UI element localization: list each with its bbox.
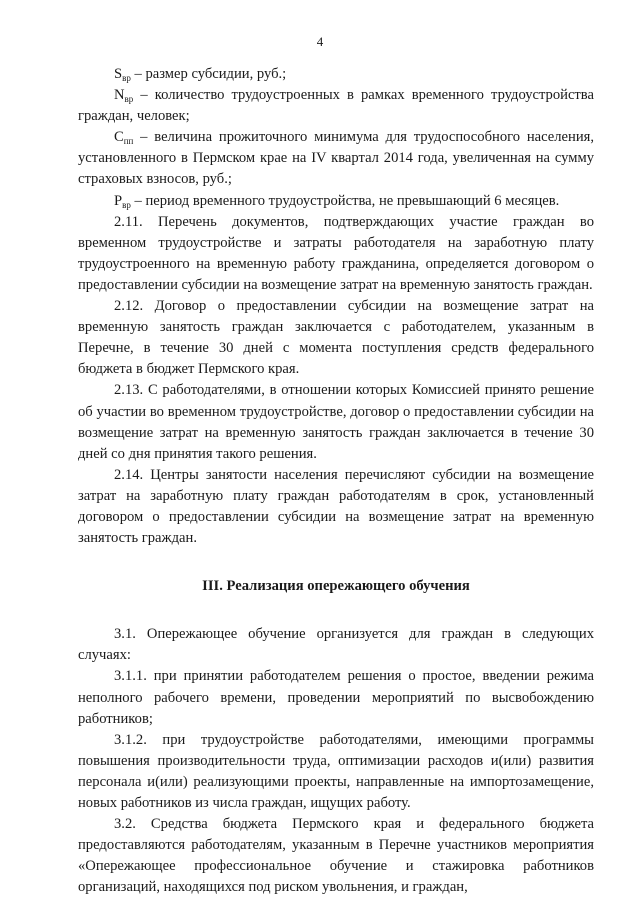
section-3-heading: III. Реализация опережающего обучения (202, 578, 470, 595)
definition-c-pp: $С_{пп}$ – величина прожиточного минимума для трудоспособного населения, установленного в Пермском крае на IV квартал 2014 года, увеличенная на сумму страховых взносов, руб.; (78, 129, 594, 188)
definition-n-vr: $N_{вр}$ – количество трудоустроенных в рамках временного трудоустройства граждан, человек; (78, 87, 594, 125)
definition-p-vr: $Р_{вр}$ – период временного трудоустройства, не превышающий 6 месяцев. (114, 192, 560, 210)
paragraph-2-13: 2.13. С работодателями, в отношении которых Комиссией принято решение об участии во временном трудоустройстве, договор о предоставлении субсидии на возмещение затрат на временную занятость граждан заключается в течение 30 дней со дня принятия такого решения. (78, 382, 594, 462)
paragraph-3-1-2: 3.1.2. при трудоустройстве работодателями, имеющими программы повышения производительности труда, оптимизации расходов и(или) развития персонала и(или) реализующими проекты, направленные на импортозамещение, новых работников из числа граждан, ищущих работу. (78, 731, 594, 811)
paragraph-3-2: 3.2. Средства бюджета Пермского края и федерального бюджета предоставляются работодателям, указанным в Перечне участников мероприятия «Опережающее профессиональное обучение и стажировка работников организаций, находящихся под риском увольнения, и граждан, (78, 816, 594, 896)
paragraph-2-14: 2.14. Центры занятости населения перечисляют субсидии на возмещение затрат на заработную плату граждан работодателям в срок, установленный договором о предоставлении субсидии на возмещение затрат на временную занятость граждан. (78, 466, 594, 547)
definition-s-vr: $S_{вр}$ – размер субсидии, руб.; (114, 66, 287, 83)
document-body (78, 64, 594, 898)
paragraph-2-12: 2.12. Договор о предоставлении субсидии на возмещение затрат на временную занятость граждан заключается с работодателем, указанным в Перечне, в течение 30 дней с момента поступления средств федерального бюджета в бюджет Пермского края. (78, 298, 594, 378)
paragraph-3-1-1: 3.1.1. при принятии работодателем решения о простое, введении режима неполного рабочего времени, проведении мероприятий по высвобождению работников; (78, 668, 594, 727)
paragraph-3-1: 3.1. Опережающее обучение организуется для граждан в следующих случаях: (78, 626, 594, 664)
page-number: 4 (316, 34, 324, 49)
paragraph-2-11: 2.11. Перечень документов, подтверждающих участие граждан во временном трудоустройстве и затраты работодателя на заработную плату трудоустроенного на временную работу гражданина, определяется договором о предоставлении субсидии на возмещение затрат на временную занятость граждан. (78, 213, 594, 293)
